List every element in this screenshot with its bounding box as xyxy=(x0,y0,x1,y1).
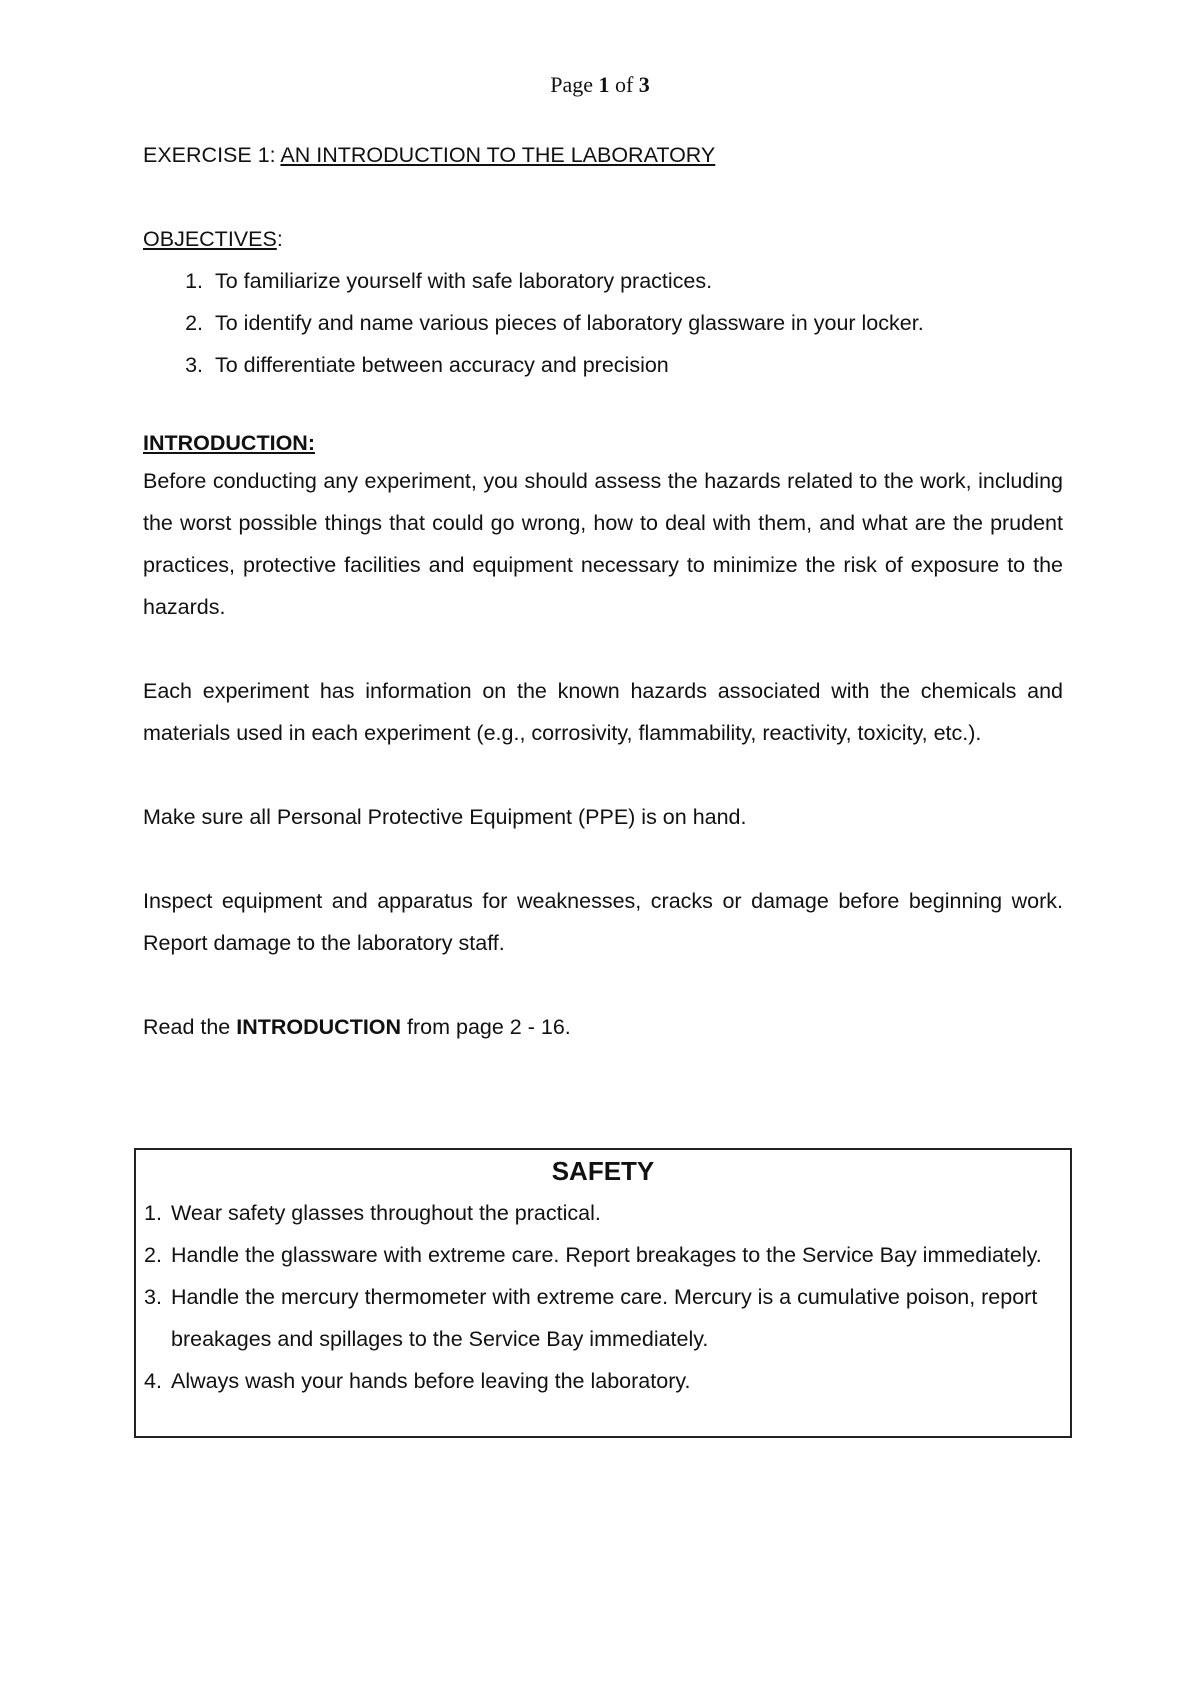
read-prefix: Read the xyxy=(143,1015,237,1039)
objectives-list xyxy=(143,260,1063,386)
safety-list xyxy=(136,1192,1070,1402)
safety-number: 4. xyxy=(144,1369,162,1393)
intro-paragraph-ppe: Make sure all Personal Protective Equipment (PPE) is on hand. xyxy=(143,805,747,829)
safety-number: 3. xyxy=(144,1285,162,1309)
safety-item xyxy=(144,1360,1070,1402)
safety-title: SAFETY xyxy=(551,1156,655,1186)
intro-paragraph-read xyxy=(143,1006,1063,1048)
read-bold: INTRODUCTION xyxy=(236,1015,402,1039)
objective-number: 2. xyxy=(185,311,203,335)
page-current: 1 xyxy=(598,72,610,97)
exercise-title-text: AN INTRODUCTION TO THE LABORATORY xyxy=(280,143,716,167)
safety-text: Wear safety glasses throughout the practical. xyxy=(171,1201,601,1225)
objective-text: To differentiate between accuracy and precision xyxy=(215,353,669,377)
safety-item xyxy=(144,1192,1070,1234)
objectives-heading xyxy=(143,224,1063,254)
page-prefix: Page xyxy=(550,72,593,97)
objectives-heading-colon: : xyxy=(276,227,283,251)
safety-number: 2. xyxy=(144,1243,162,1267)
objective-number: 1. xyxy=(185,269,203,293)
exercise-title-prefix: EXERCISE 1: xyxy=(143,143,281,167)
intro-paragraph-hazards: Before conducting any experiment, you should assess the hazards related to the work, including the worst possible things that could go wrong, how to deal with them, and what are the prudent practices, protective facilities and equipment necessary to minimize the risk of exposure to the hazards. xyxy=(143,469,1063,619)
read-suffix: from page 2 - 16. xyxy=(401,1015,571,1039)
safety-item xyxy=(144,1276,1070,1360)
safety-item xyxy=(144,1234,1070,1276)
safety-text: Always wash your hands before leaving the laboratory. xyxy=(171,1369,691,1393)
objective-item xyxy=(143,260,1063,302)
exercise-title xyxy=(143,140,1063,170)
objective-item xyxy=(143,302,1063,344)
objectives-heading-text: OBJECTIVES xyxy=(143,227,277,251)
intro-paragraph-experiment-info: Each experiment has information on the known hazards associated with the chemicals and materials used in each experiment (e.g., corrosivity, flammability, reactivity, toxicity, etc.). xyxy=(143,679,1063,745)
introduction-heading: INTRODUCTION: xyxy=(143,431,315,455)
safety-box xyxy=(134,1148,1072,1438)
safety-text: Handle the mercury thermometer with extreme care. Mercury is a cumulative poison, report breakages and spillages to the Service Bay immediately. xyxy=(171,1285,1038,1351)
intro-paragraph-inspect: Inspect equipment and apparatus for weaknesses, cracks or damage before beginning work. Report damage to the laboratory staff. xyxy=(143,889,1063,955)
objective-text: To familiarize yourself with safe laboratory practices. xyxy=(215,269,713,293)
safety-text: Handle the glassware with extreme care. Report breakages to the Service Bay immediately. xyxy=(171,1243,1042,1267)
page-of: of xyxy=(614,72,634,97)
page-number xyxy=(0,72,1200,98)
objective-number: 3. xyxy=(185,353,203,377)
document-body xyxy=(143,140,1063,1048)
safety-number: 1. xyxy=(144,1201,162,1225)
objective-text: To identify and name various pieces of laboratory glassware in your locker. xyxy=(215,311,924,335)
objective-item xyxy=(143,344,1063,386)
page-total: 3 xyxy=(638,72,650,97)
